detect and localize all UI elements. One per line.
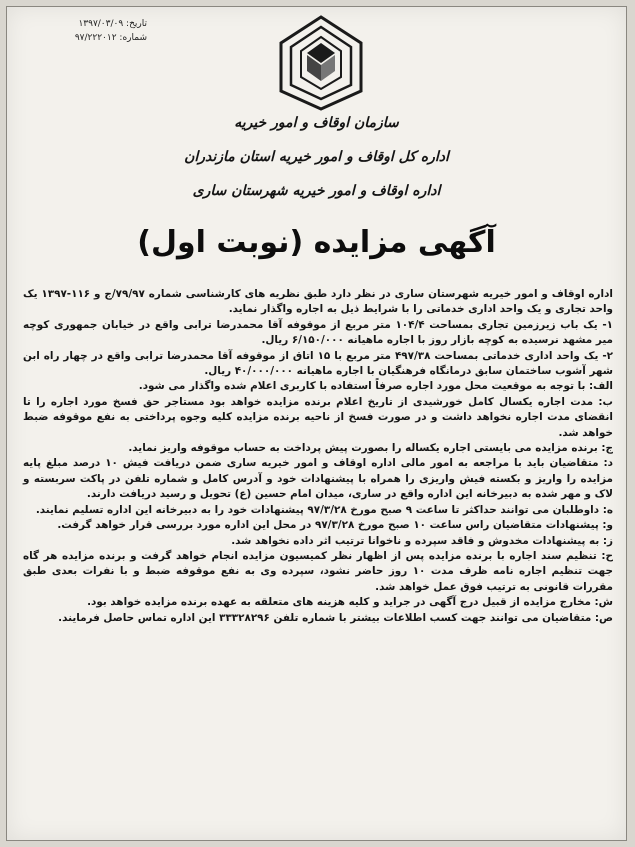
city-office-name: اداره اوقاف و امور خیریه شهرستان ساری [192,183,441,199]
province-office-name: اداره کل اوقاف و امور خیریه استان مازندران [184,149,449,165]
clause-sad-paragraph: ص: متقاضیان می توانند جهت کسب اطلاعات بیشتر با شماره تلفن ۳۳۳۲۸۲۹۶ این اداره تماس حاصل فرمایند. [58,611,613,624]
item-1-paragraph: ۱- یک باب زیرزمین تجاری بمساحت ۱۰۴/۴ متر مربع از موقوفه آقا محمدرضا ترابی واقع در خیابان جمهوری کوچه میر مشهد نرسیده به کوچه بازار روز با اجاره ماهیانه ۶/۱۵۰/۰۰۰ ریال. [23,318,613,347]
intro-paragraph: اداره اوقاف و امور خیریه شهرستان ساری در نظر دارد طبق نظریه های کارشناسی شماره ۷۹/۹۷/ج و ۱۱۶-۱۳۹۷ یک واحد تجاری و یک واحد اداری خدماتی را با شرایط ذیل به اجاره واگذار نماید. [23,288,613,316]
item-2-paragraph: ۲- یک واحد اداری خدماتی بمساحت ۴۹۷/۳۸ متر مربع با ۱۵ اتاق از موقوفه آقا محمدرضا ترابی واقع در چهار راه ابن شهر آشوب ساختمان سابق درمانگاه فرهنگیان با اجاره ماهیانه ۴۰/۰۰۰/۰۰۰ ریال. [23,349,613,378]
number-line: شماره: ۹۷/۲۲۲۰۱۲ [74,33,147,43]
clause-he-paragraph: ه: داوطلبان می توانند حداکثر تا ساعت ۹ صبح مورخ ۹۷/۳/۲۸ پیشنهادات خود را به دبیرخانه این اداره تسلیم نمایند. [35,503,613,516]
advertisement-page [6,6,627,841]
announcement-body [23,287,613,626]
clause-be-paragraph: ب: مدت اجاره یکسال کامل خورشیدی از تاریخ اعلام برنده مزایده خواهد بود مستاجر حق فسخ مورد اجاره را تا انقضای مدت اجاره نخواهد داشت و در صورت فسخ از ناحیه برنده مزایده کلیه وجوه پرداختی به نفع موقوفه ضبط خواهد شد. [23,395,613,439]
clause-jim-paragraph: ج: برنده مزایده می بایستی اجاره یکساله را بصورت پیش پرداخت به حساب موقوفه واریز نماید. [128,442,613,455]
clause-shin-paragraph: ش: مخارج مزایده از قبیل درج آگهی در جراید و کلیه هزینه های متعلقه به عهده برنده مزایده خواهد بود. [87,596,613,609]
date-line: تاریخ: ۱۳۹۷/۰۳/۰۹ [78,19,147,29]
clause-he2-paragraph: ح: تنظیم سند اجاره با برنده مزایده پس از اظهار نظر کمیسیون مزایده انجام خواهد گرفت و برنده مزایده هر گاه جهت تنظیم اجاره نامه ظرف مدت ۱۰ روز حاضر نشود، سپرده وی به نفع موقوفه ضبط و با نفرات بعدی طبق مقررات قانونی به ترتیب فوق عمل خواهد شد. [23,549,613,593]
organization-name: سازمان اوقاف و امور خیریه [234,115,399,131]
letter-meta [17,17,147,45]
endowment-organization-logo-icon [277,13,365,113]
clause-vav-paragraph: و: پیشنهادات متقاضیان راس ساعت ۱۰ صبح مورخ ۹۷/۳/۲۸ در محل این اداره مورد بررسی قرار خواهد گرفت. [57,519,613,532]
clause-alef-paragraph: الف: با توجه به موقعیت محل مورد اجاره صرفاً استفاده با کاربری اعلام شده واگذار می شود. [138,380,613,393]
clause-dal-paragraph: د: متقاضیان باید با مراجعه به امور مالی اداره اوقاف و امور خیریه ساری ضمن دریافت فیش ۱۰ درصد مبلغ پایه مزایده را واریز و بکسته فیش واریزی را همراه با پیشنهادات خود و آدرس کامل و شماره تلفن در پاکت سربسته و لاک و مهر شده به دبیرخانه این اداره واقع در ساری، میدان امام حسین (ع) تحویل و رسید دریافت دارند. [23,457,613,501]
clause-ze-paragraph: ز: به پیشنهادات مخدوش و فاقد سپرده و ناخوانا ترتیب اثر داده نخواهد شد. [231,534,613,547]
announcement-title: آگهی مزایده (نوبت اول) [137,225,496,260]
